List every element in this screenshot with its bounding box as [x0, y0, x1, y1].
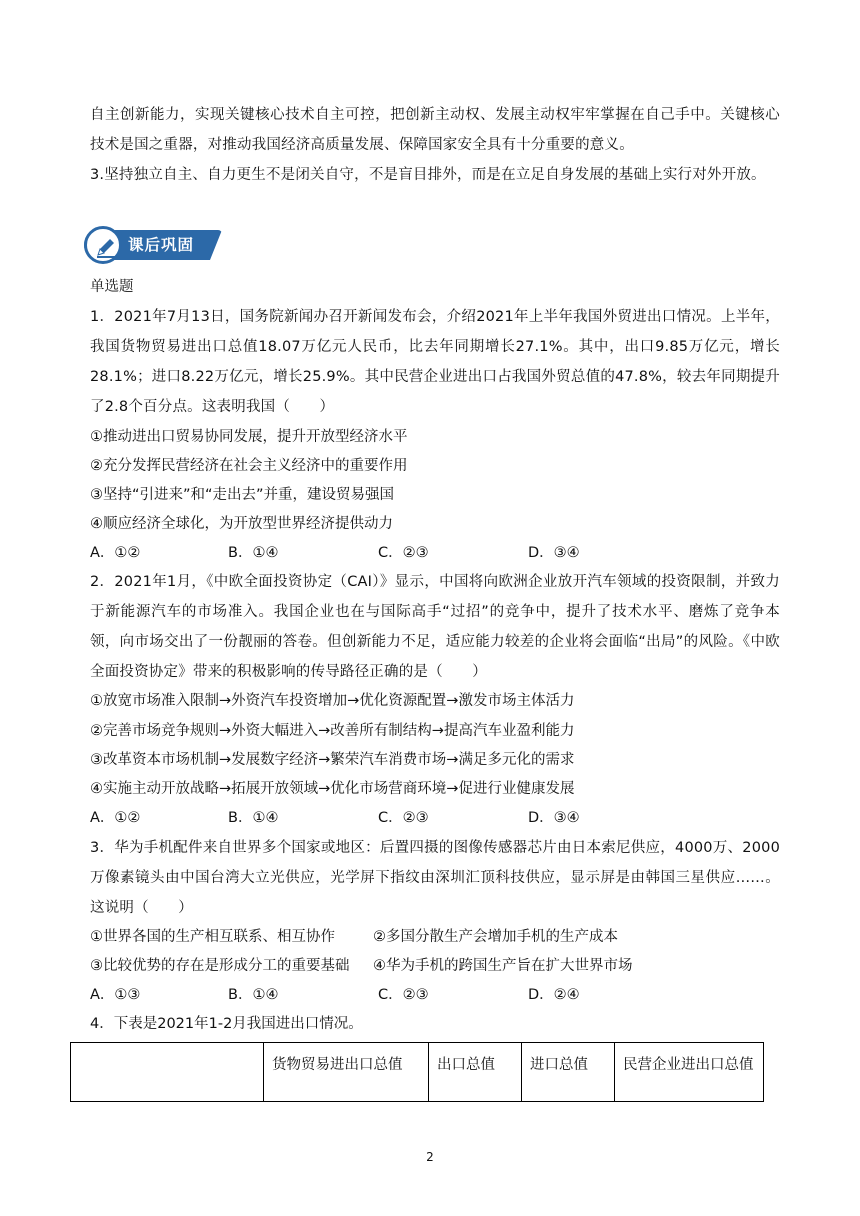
question-2-item-2: ②完善市场竞争规则→外资大幅进入→改善所有制结构→提高汽车业盈利能力	[90, 723, 575, 739]
question-2-item-1: ①放宽市场准入限制→外资汽车投资增加→优化资源配置→激发市场主体活力	[90, 693, 575, 709]
option-a[interactable]: A．①②	[90, 810, 141, 826]
table-header-cell	[71, 1043, 264, 1102]
table-header-cell: 货物贸易进出口总值	[264, 1043, 429, 1102]
question-2-stem: 2．2021年1月，《中欧全面投资协定（CAI）》显示，中国将向欧洲企业放开汽车领域的投资限制，并致力于新能源汽车的市场准入。我国企业也在与国际高手“过招”的竞争中，提升了技术水平、磨炼了竞争本领，向市场交出了一份靓丽的答卷。但创新能力不足，适应能力较差的企业将会面临“出局”的风险。《中欧全面投资协定》带来的积极影响的传导路径正确的是（ ）	[90, 574, 780, 680]
question-1-item-4: ④顺应经济全球化，为开放型世界经济提供动力	[90, 516, 393, 532]
table-header-cell: 出口总值	[429, 1043, 522, 1102]
question-2-item-3: ③改革资本市场机制→发展数字经济→繁荣汽车消费市场→满足多元化的需求	[90, 752, 575, 768]
option-a[interactable]: A．①②	[90, 545, 141, 561]
intro-point-3: 3.坚持独立自主、自力更生不是闭关自守，不是盲目排外，而是在立足自身发展的基础上实行对外开放。	[90, 167, 766, 183]
question-1-stem: 1．2021年7月13日，国务院新闻办召开新闻发布会，介绍2021年上半年我国外贸进出口情况。上半年，我国货物贸易进出口总值18.07万亿元人民币，比去年同期增长27.1%。其中，出口9.85万亿元，增长28.1%；进口8.22万亿元，增长25.9%。其中民营企业进出口占我国外贸总值的47.8%，较去年同期提升了2.8个百分点。这表明我国（ ）	[90, 309, 780, 415]
option-b[interactable]: B．①④	[228, 545, 279, 561]
question-2-item-4: ④实施主动开放战略→拓展开放领域→优化市场营商环境→促进行业健康发展	[90, 781, 575, 797]
table-header-row	[71, 1043, 764, 1102]
question-3-item-4: ④华为手机的跨国生产旨在扩大世界市场	[373, 958, 633, 974]
banner-icon-badge	[84, 226, 122, 264]
question-4-stem: 4．下表是2021年1-2月我国进出口情况。	[90, 1016, 363, 1032]
question-1-item-3: ③坚持“引进来”和“走出去”并重，建设贸易强国	[90, 487, 395, 503]
trade-table	[70, 1042, 764, 1102]
question-3-item-3: ③比较优势的存在是形成分工的重要基础	[90, 958, 350, 974]
section-banner	[84, 226, 222, 264]
banner-label: 课后巩固	[128, 236, 195, 254]
question-1-item-1: ①推动进出口贸易协同发展，提升开放型经济水平	[90, 429, 408, 445]
question-3-item-1: ①世界各国的生产相互联系、相互协作	[90, 929, 335, 945]
question-3-item-2: ②多国分散生产会增加手机的生产成本	[373, 929, 618, 945]
option-d[interactable]: D．③④	[528, 545, 580, 561]
option-a[interactable]: A．①③	[90, 987, 141, 1003]
option-d[interactable]: D．②④	[528, 987, 580, 1003]
option-c[interactable]: C．②③	[378, 987, 429, 1003]
pencil-icon	[94, 235, 118, 259]
table-header-cell: 民营企业进出口总值	[615, 1043, 764, 1102]
page-number: 2	[426, 1150, 434, 1164]
option-c[interactable]: C．②③	[378, 810, 429, 826]
intro-paragraph: 自主创新能力，实现关键核心技术自主可控，把创新主动权、发展主动权牢牢掌握在自己手中。关键核心技术是国之重器，对推动我国经济高质量发展、保障国家安全具有十分重要的意义。	[90, 107, 780, 153]
table-header-cell: 进口总值	[522, 1043, 615, 1102]
option-b[interactable]: B．①④	[228, 810, 279, 826]
option-b[interactable]: B．①④	[228, 987, 279, 1003]
question-1-item-2: ②充分发挥民营经济在社会主义经济中的重要作用	[90, 458, 408, 474]
section-label: 单选题	[90, 279, 134, 295]
question-3-stem: 3．华为手机配件来自世界多个国家或地区：后置四摄的图像传感器芯片由日本索尼供应，4000万、2000万像素镜头由中国台湾大立光供应，光学屏下指纹由深圳汇顶科技供应，显示屏是由韩国三星供应……。这说明（ ）	[90, 840, 780, 916]
option-d[interactable]: D．③④	[528, 810, 580, 826]
option-c[interactable]: C．②③	[378, 545, 429, 561]
